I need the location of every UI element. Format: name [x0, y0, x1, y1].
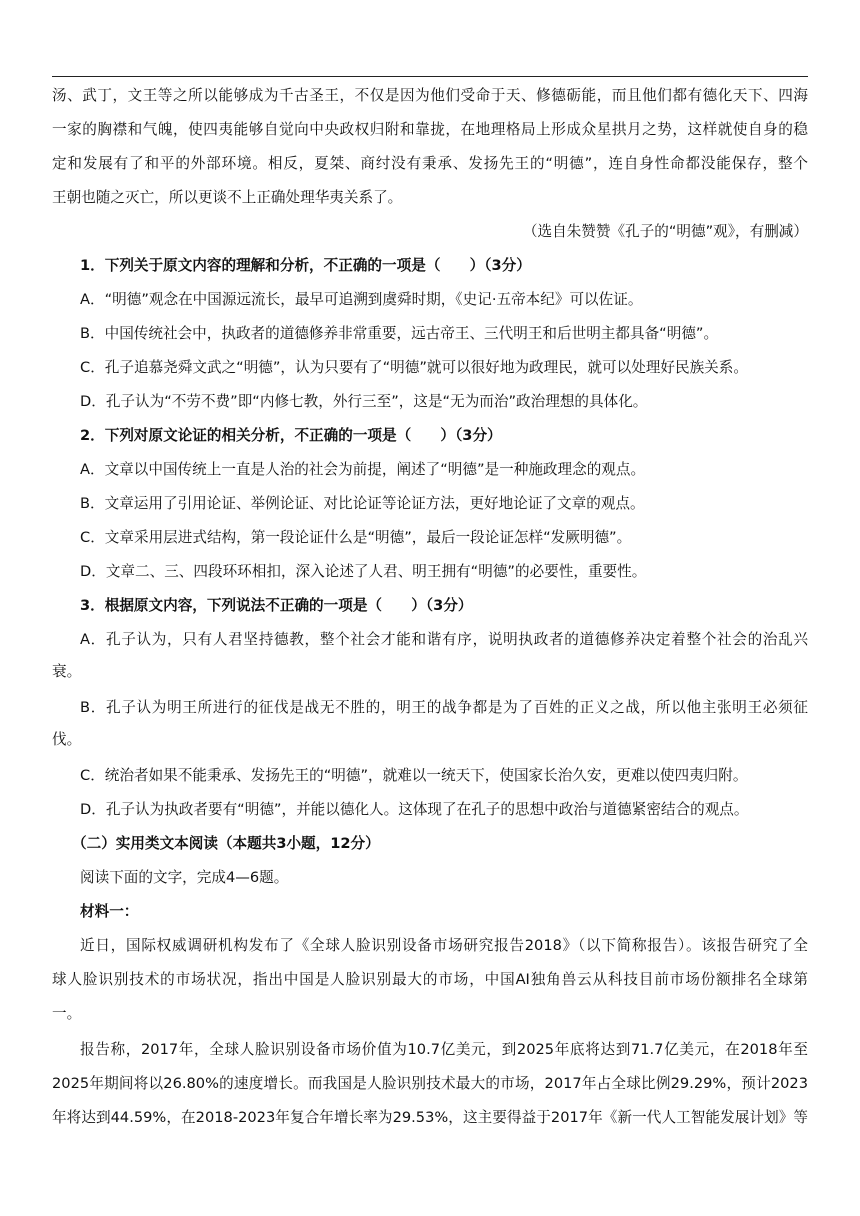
question-2-option-b: B．文章运用了引用论证、举例论证、对比论证等论证方法，更好地论证了文章的观点。 — [80, 495, 645, 512]
question-3-stem: 3．根据原文内容，下列说法不正确的一项是（ ）（3分） — [80, 597, 473, 614]
passage-line-3: 定和发展有了和平的外部环境。相反，夏桀、商纣没有秉承、发扬先王的“明德”，连自身性命都没能保存，整个 — [52, 155, 808, 172]
question-1-option-d: D．孔子认为“不劳不费”即“内修七教，外行三至”，这是“无为而治”政治理想的具体化。 — [80, 393, 648, 410]
material-one-label: 材料一： — [80, 903, 139, 920]
question-3-option-c: C．统治者如果不能秉承、发扬先王的“明德”，就难以一统天下，使国家长治久安，更难以使四夷归附。 — [80, 767, 748, 784]
source-note: （选自朱赞赞《孔子的“明德”观》，有删减） — [522, 223, 808, 240]
question-2-option-d: D．文章二、三、四段环环相扣，深入论述了人君、明王拥有“明德”的必要性，重要性。 — [80, 563, 647, 580]
material-one-p1-line-1: 近日，国际权威调研机构发布了《全球人脸识别设备市场研究报告2018》（以下简称报告）。该报告研究了全 — [80, 937, 808, 954]
material-one-p2-line-1: 报告称，2017年，全球人脸识别设备市场价值为10.7亿美元，到2025年底将达到71.7亿美元，在2018年至 — [80, 1041, 808, 1058]
question-3-option-a-line-2: 衰。 — [52, 663, 82, 680]
question-3-option-b-line-2: 伐。 — [52, 731, 82, 748]
question-1-stem: 1．下列关于原文内容的理解和分析，不正确的一项是（ ）（3分） — [80, 257, 531, 274]
question-2-option-a: A．文章以中国传统上一直是人治的社会为前提，阐述了“明德”是一种施政理念的观点。 — [80, 461, 646, 478]
section-2-heading: （二）实用类文本阅读（本题共3小题，12分） — [72, 835, 380, 852]
passage-line-2: 一家的胸襟和气魄，使四夷能够自觉向中央政权归附和靠拢，在地理格局上形成众星拱月之势，这样就使自身的稳 — [52, 121, 808, 138]
question-3-option-d: D．孔子认为执政者要有“明德”，并能以德化人。这体现了在孔子的思想中政治与道德紧密结合的观点。 — [80, 801, 749, 818]
passage-line-1: 汤、武丁，文王等之所以能够成为千古圣王，不仅是因为他们受命于天、修德砺能，而且他们都有德化天下、四海 — [52, 87, 808, 104]
question-1-option-a: A．“明德”观念在中国源远流长，最早可追溯到虞舜时期，《史记·五帝本纪》可以佐证。 — [80, 291, 643, 308]
question-2-stem: 2．下列对原文论证的相关分析，不正确的一项是（ ）（3分） — [80, 427, 502, 444]
question-3-option-a-line-1: A．孔子认为，只有人君坚持德教，整个社会才能和谐有序，说明执政者的道德修养决定着整个社会的治乱兴 — [80, 631, 808, 648]
material-one-p1-line-3: 一。 — [52, 1005, 82, 1022]
header-rule — [52, 76, 808, 77]
question-3-option-b-line-1: B．孔子认为明王所进行的征伐是战无不胜的，明王的战争都是为了百姓的正义之战，所以他主张明王必须征 — [80, 699, 808, 716]
question-2-option-c: C．文章采用层进式结构，第一段论证什么是“明德”，最后一段论证怎样“发厥明德”。 — [80, 529, 632, 546]
question-1-option-c: C．孔子追慕尧舜文武之“明德”，认为只要有了“明德”就可以很好地为政理民，就可以处理好民族关系。 — [80, 359, 748, 376]
material-one-p2-line-3: 年将达到44.59%，在2018-2023年复合年增长率为29.53%，这主要得益于2017年《新一代人工智能发展计划》等 — [52, 1109, 808, 1126]
question-1-option-b: B．中国传统社会中，执政者的道德修养非常重要，远古帝王、三代明王和后世明主都具备“明德”。 — [80, 325, 719, 342]
section-2-instruction: 阅读下面的文字，完成4—6题。 — [80, 869, 289, 886]
passage-line-4: 王朝也随之灭亡，所以更谈不上正确处理华夷关系了。 — [52, 189, 403, 206]
material-one-p2-line-2: 2025年期间将以26.80%的速度增长。而我国是人脸识别技术最大的市场，2017年占全球比例29.29%，预计2023 — [52, 1075, 808, 1092]
material-one-p1-line-2: 球人脸识别技术的市场状况，指出中国是人脸识别最大的市场，中国AI独角兽云从科技目前市场份额排名全球第 — [52, 971, 808, 988]
